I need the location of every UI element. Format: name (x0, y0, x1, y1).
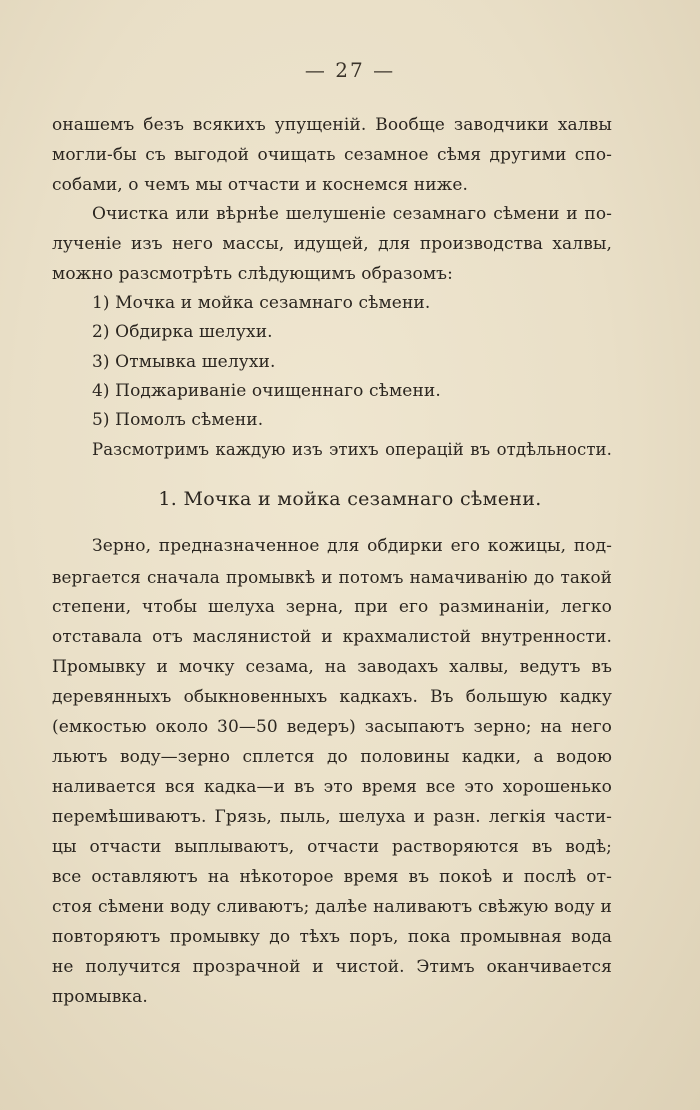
list-item: 4) Поджариваніе очищеннаго сѣмени. (92, 381, 441, 401)
text-line: лученіе изъ него массы, идущей, для производства халвы, (52, 234, 612, 254)
list-item: 2) Обдирка шелухи. (92, 322, 273, 342)
text-line: цы отчасти выплываютъ, отчасти растворяются въ водѣ; (52, 837, 612, 857)
text-line: (емкостью около 30—50 ведеръ) засыпаютъ зерно; на него (52, 717, 612, 737)
text-line: повторяютъ промывку до тѣхъ поръ, пока промывная вода (52, 927, 612, 947)
text-line: наливается вся кадка—и въ это время все это хорошенько (52, 777, 612, 797)
text-line: Промывку и мочку сезама, на заводахъ халвы, ведутъ въ (52, 657, 612, 677)
text-line: стоя сѣмени воду сливаютъ; далѣе наливаютъ свѣжую воду и (52, 897, 612, 917)
text-line: деревянныхъ обыкновенныхъ кадкахъ. Въ большую кадку (52, 687, 612, 707)
text-line: можно разсмотрѣть слѣдующимъ образомъ: (52, 264, 453, 284)
section-heading: 1. Мочка и мойка сезамнаго сѣмени. (158, 489, 542, 510)
text-line: отставала отъ маслянистой и крахмалистой внутренности. (52, 627, 612, 647)
list-item: 1) Мочка и мойка сезамнаго сѣмени. (92, 293, 431, 313)
text-line: вергается сначала промывкѣ и потомъ намачиванію до такой (52, 567, 612, 587)
text-line: перемѣшиваютъ. Грязь, пыль, шелуха и разн. легкія части- (52, 807, 612, 827)
text-line: не получится прозрачной и чистой. Этимъ оканчивается (52, 957, 612, 977)
text-line: онашемъ безъ всякихъ упущеній. Вообще заводчики халвы (52, 115, 612, 135)
text-line: Разсмотримъ каждую изъ этихъ операцій въ отдѣльности. (92, 440, 612, 459)
text-line: могли-бы съ выгодой очищать сезамное сѣмя другими спо- (52, 145, 612, 165)
list-item: 3) Отмывка шелухи. (92, 352, 276, 372)
list-item: 5) Помолъ сѣмени. (92, 410, 264, 430)
text-line: собами, о чемъ мы отчасти и коснемся ниже. (52, 175, 469, 195)
text-line: льютъ воду—зерно сплется до половины кадки, а водою (52, 747, 612, 767)
text-line: Очистка или вѣрнѣе шелушеніе сезамнаго сѣмени и по- (92, 204, 612, 224)
text-line: промывка. (52, 987, 148, 1007)
page-number: — 27 — (304, 58, 396, 82)
text-line: все оставляютъ на нѣкоторое время въ покоѣ и послѣ от- (52, 867, 612, 887)
text-line: Зерно, предназначенное для обдирки его кожицы, под- (92, 536, 612, 556)
text-line: степени, чтобы шелуха зерна, при его разминаніи, легко (52, 597, 612, 617)
